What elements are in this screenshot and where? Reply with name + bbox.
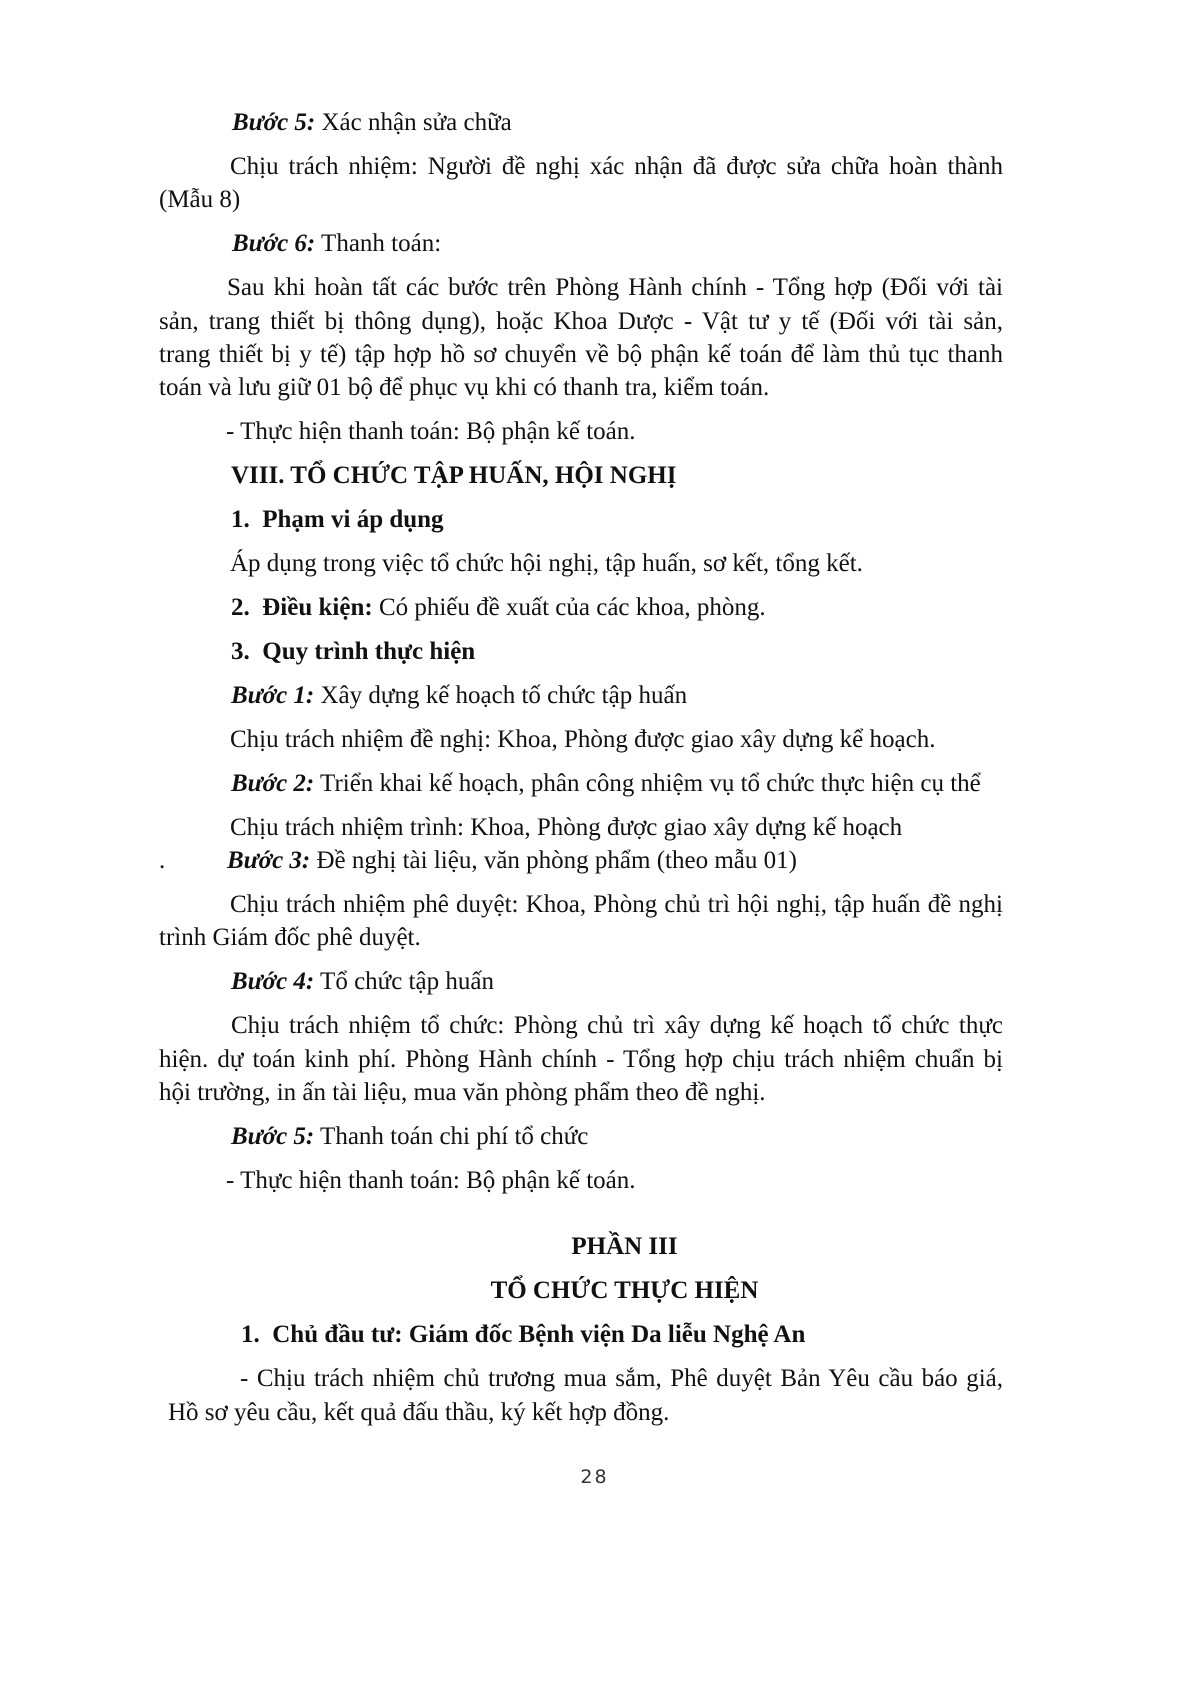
subsection-heading <box>241 1320 805 1350</box>
paragraph-line: trang thiết bị y tế) tập hợp hồ sơ chuyển về bộ phận kế toán để làm thủ tục thanh <box>159 341 1003 368</box>
step-label: Bước 5: <box>232 109 316 136</box>
step-heading <box>231 769 981 799</box>
step-text: Thanh toán chi phí tổ chức <box>314 1123 589 1150</box>
subsection-number: 1. <box>241 1321 260 1348</box>
stray-dot: . <box>159 847 166 874</box>
step-label: Bước 5: <box>231 1123 315 1150</box>
step5-repair-heading <box>232 108 512 138</box>
step6-payment-heading <box>232 229 441 259</box>
paragraph-line: trình Giám đốc phê duyệt. <box>159 924 421 951</box>
subsection-title: Chủ đầu tư: Giám đốc Bệnh viện Da liễu Nghệ An <box>272 1321 806 1348</box>
step-text: Thanh toán: <box>315 230 442 257</box>
step-heading <box>231 1122 588 1152</box>
subsection-number: 2. <box>231 594 250 621</box>
paragraph-line: Hồ sơ yêu cầu, kết quả đấu thầu, ký kết hợp đồng. <box>168 1399 670 1426</box>
subsection-title: Điều kiện: <box>262 594 373 621</box>
step-text: Xác nhận sửa chữa <box>315 109 512 136</box>
step-heading <box>231 681 687 711</box>
step-heading <box>231 967 494 997</box>
paragraph-line: Chịu trách nhiệm: Người đề nghị xác nhận đã được sửa chữa hoàn thành <box>230 153 1003 180</box>
paragraph-line: hiện. dự toán kinh phí. Phòng Hành chính - Tổng hợp chịu trách nhiệm chuẩn bị <box>159 1046 1003 1073</box>
subsection-title: Phạm vi áp dụng <box>262 506 444 533</box>
step-text: Tổ chức tập huấn <box>314 968 494 995</box>
step-label: Bước 4: <box>231 968 315 995</box>
step-heading <box>227 846 797 876</box>
paragraph-line: Áp dụng trong việc tổ chức hội nghị, tập huấn, sơ kết, tổng kết. <box>230 550 863 577</box>
step-label: Bước 2: <box>231 770 315 797</box>
paragraph-line: (Mẫu 8) <box>159 186 241 213</box>
part-heading: PHẦN III <box>571 1233 678 1260</box>
step-label: Bước 6: <box>232 230 316 257</box>
paragraph-line: - Chịu trách nhiệm chủ trương mua sắm, Phê duyệt Bản Yêu cầu báo giá, <box>240 1365 1003 1392</box>
step-label: Bước 1: <box>231 682 315 709</box>
payment-executor: - Thực hiện thanh toán: Bộ phận kế toán. <box>226 418 636 445</box>
paragraph-line: Chịu trách nhiệm trình: Khoa, Phòng được giao xây dựng kế hoạch <box>230 814 903 841</box>
subsection-title: Quy trình thực hiện <box>262 638 476 665</box>
step-text: Xây dựng kế hoạch tố chức tập huấn <box>314 682 688 709</box>
part-subheading: TỔ CHỨC THỰC HIỆN <box>490 1277 759 1304</box>
paragraph-line: Chịu trách nhiệm phê duyệt: Khoa, Phòng chủ trì hội nghị, tập huấn đề nghị <box>230 891 1003 918</box>
paragraph-line: hội trường, in ấn tài liệu, mua văn phòng phẩm theo đề nghị. <box>159 1079 766 1106</box>
paragraph-line: toán và lưu giữ 01 bộ để phục vụ khi có thanh tra, kiểm toán. <box>159 374 770 401</box>
step-text: Triển khai kế hoạch, phân công nhiệm vụ tổ chức thực hiện cụ thể <box>314 770 981 797</box>
payment-executor: - Thực hiện thanh toán: Bộ phận kế toán. <box>226 1167 636 1194</box>
subsection-number: 1. <box>231 506 250 533</box>
paragraph-line: Sau khi hoàn tất các bước trên Phòng Hành chính - Tổng hợp (Đối với tài <box>227 274 1003 301</box>
step-text: Đề nghị tài liệu, văn phòng phẩm (theo mẫu 01) <box>310 847 797 874</box>
subsection-number: 3. <box>231 638 250 665</box>
paragraph-line: Chịu trách nhiệm đề nghị: Khoa, Phòng được giao xây dựng kể hoạch. <box>230 726 936 753</box>
step-label: Bước 3: <box>227 847 311 874</box>
subsection-heading <box>231 593 766 623</box>
subsection-heading <box>231 637 475 667</box>
paragraph-line: Chịu trách nhiệm tổ chức: Phòng chủ trì xây dựng kế hoạch tổ chức thực <box>231 1012 1003 1039</box>
paragraph-line: sản, trang thiết bị thông dụng), hoặc Khoa Dược - Vật tư y tế (Đối với tài sản, <box>159 308 1003 335</box>
subsection-heading <box>231 505 444 535</box>
section-heading: VIII. TỔ CHỨC TẬP HUẤN, HỘI NGHỊ <box>231 462 677 489</box>
page-number: 28 <box>580 1466 609 1488</box>
subsection-text: Có phiếu đề xuất của các khoa, phòng. <box>372 594 766 621</box>
